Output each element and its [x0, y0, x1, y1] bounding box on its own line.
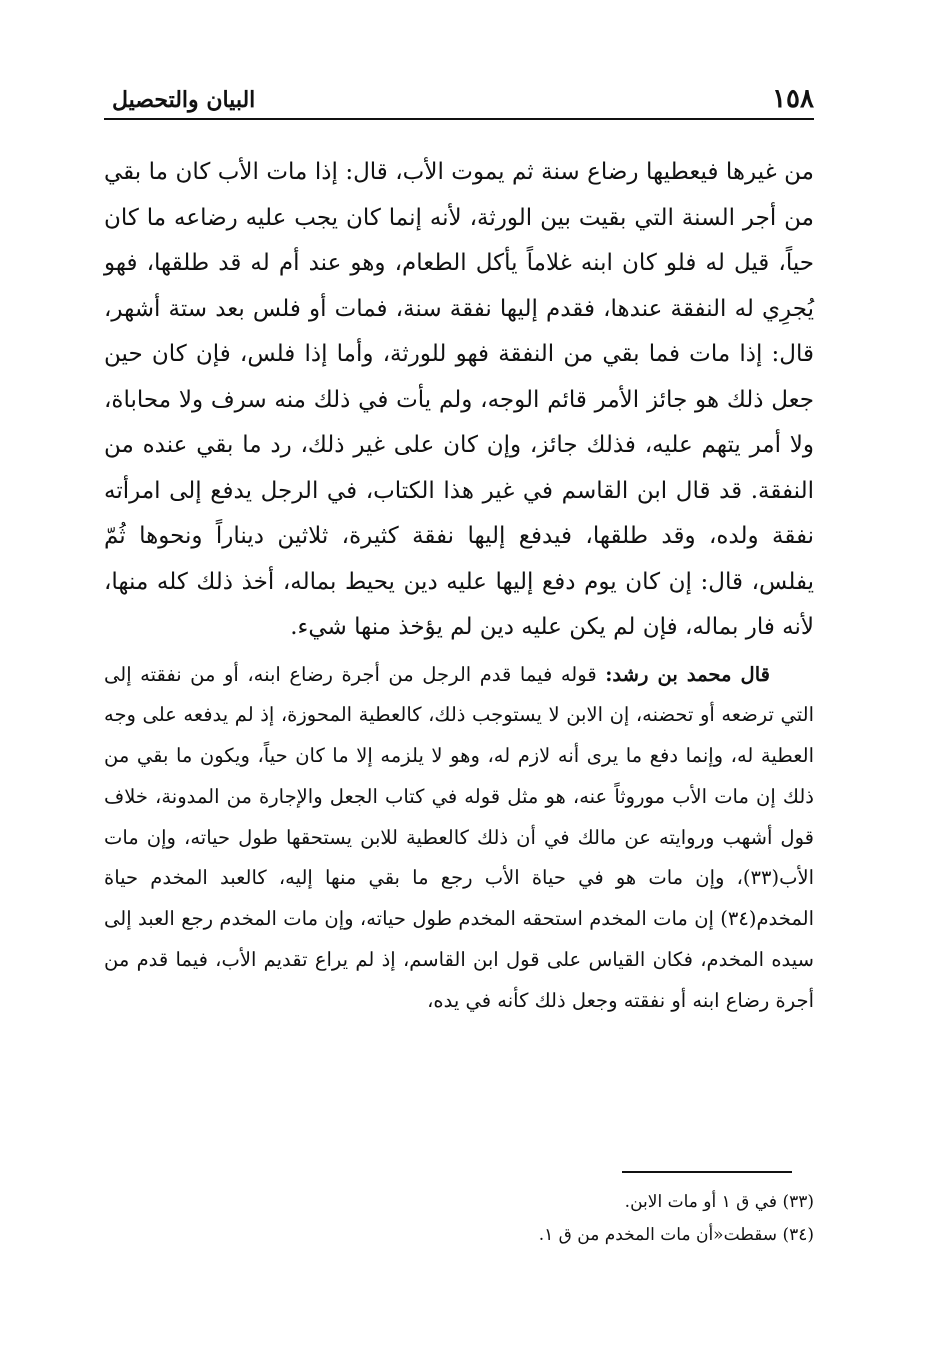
paragraph-2-text: قوله فيما قدم الرجل من أجرة رضاع ابنه، أو من نفقته إلى التي ترضعه أو تحضنه، إن الابن لا يستوجب ذلك، كالعطية المحوزة، إذ لم يدفعه على وجه العطية له، وإنما دفع ما يرى أنه لازم له، وهو لا يلزمه إلا ما كان حياً، ويكون ما بقي من ذلك إن مات الأب موروثاً عنه، هو مثل قوله في كتاب الجعل والإجارة من المدونة، خلاف قول أشهب وروايته عن مالك في أن ذلك كالعطية للابن يستحقها طول حياته، وإن مات الأب(٣٣)، وإن مات هو في حياة الأب رجع ما بقي منها إليه، كالعبد المخدم حياة المخدم(٣٤) إن مات المخدم استحقه المخدم طول حياته، وإن مات المخدم رجع العبد إلى سيده المخدم، فكان القياس على قول ابن القاسم، إذ لم يراع تقديم الأب، فيما قدم من أجرة رضاع ابنه أو نفقته وجعل ذلك كأنه في يده،: [104, 662, 814, 1012]
footnote-divider: [622, 1171, 792, 1173]
footnote-33: (٣٣) في ق ١ أو مات الابن.: [624, 1192, 814, 1212]
paragraph-2: [104, 655, 814, 1022]
running-title: البيان والتحصيل: [112, 87, 256, 113]
paragraph-1: من غيرها فيعطيها رضاع سنة ثم يموت الأب، قال: إذا مات الأب كان ما بقي من أجر السنة التي بقيت بين الورثة، لأنه إنما كان يجب عليه رضاعه ما كان حياً، قيل له فلو كان ابنه غلاماً يأكل الطعام، وهو عند أم له قد طلقها، فهو يُجرِي له النفقة عندها، فقدم إليها نفقة سنة، فمات أو فلس بعد ستة أشهر، قال: إذا مات فما بقي من النفقة فهو للورثة، وأما إذا فلس، فإن كان حين جعل ذلك هو جائز الأمر قائم الوجه، ولم يأت في ذلك منه سرف ولا محاباة، ولا أمر يتهم عليه، فذلك جائز، وإن كان على غير ذلك، رد ما بقي عنده من النفقة. قد قال ابن القاسم في غير هذا الكتاب، في الرجل يدفع إلى امرأته نفقة ولده، وقد طلقها، فيدفع إليها نفقة كثيرة، ثلاثين ديناراً ونحوها ثُمّ يفلس، قال: إن كان يوم دفع إليها عليه دين يحيط بماله، أخذ ذلك كله منها، لأنه فار بماله، فإن لم يكن عليه دين لم يؤخذ منها شيء.: [104, 159, 814, 640]
footnote-34: (٣٤) سقطت«أن مات المخدم من ق ١.: [538, 1225, 814, 1245]
page-number: ١٥٨: [772, 84, 814, 114]
footnotes: [114, 1186, 814, 1252]
main-text: [104, 150, 814, 1022]
page-header: [112, 84, 814, 118]
speaker-label: قال محمد بن رشد:: [605, 662, 770, 686]
header-divider: [104, 118, 814, 120]
